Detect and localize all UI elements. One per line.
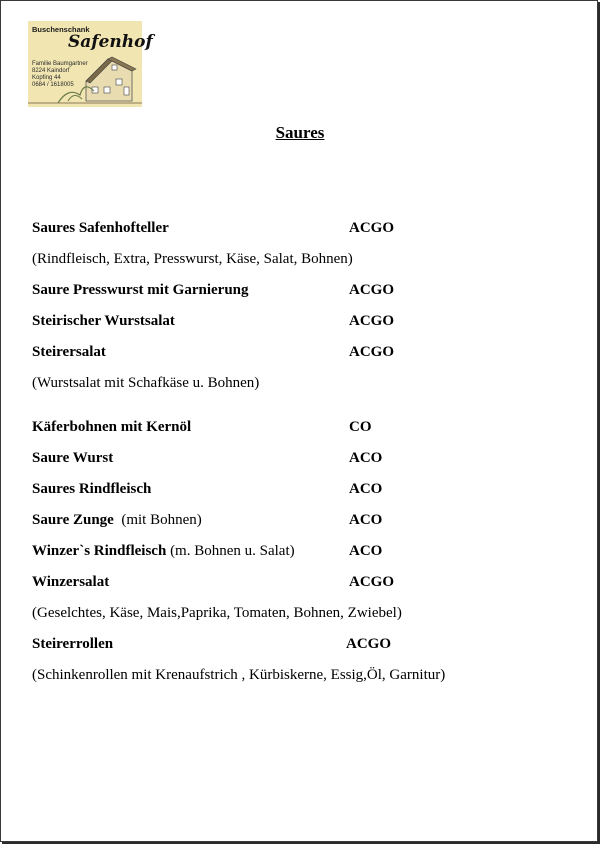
buschenschank-logo [28,21,153,107]
menu-item-extra: (mit Bohnen) [113,512,202,528]
allergen-code: ACGO [349,574,394,590]
menu-item-name: Käferbohnen mit Kernöl [32,419,192,435]
menu-item-name: Saures Rindfleisch [32,481,152,497]
menu-item-name: Winzer`s Rindfleisch [32,543,167,559]
menu-item-description: (Rindfleisch, Extra, Presswurst, Käse, Salat, Bohnen) [32,251,353,267]
menu-item-name: Steirersalat [32,344,106,360]
menu-item-description: (Wurstsalat mit Schafkäse u. Bohnen) [32,375,260,391]
menu-item [32,344,106,361]
menu-item [32,574,109,591]
allergen-code: ACO [349,481,383,497]
allergen-code: ACGO [349,282,394,298]
menu-item [32,636,113,653]
menu-item-name: Saure Wurst [32,450,114,466]
menu-item [32,512,202,529]
logo-address-line: Kopfing 44 [32,75,61,81]
menu-item [32,481,151,498]
menu-item-name: Steirischer Wurstsalat [32,313,175,329]
page-title: Saures [275,123,325,142]
menu-item [32,543,295,560]
allergen-code: ACGO [349,344,394,360]
allergen-code: ACO [349,543,383,559]
logo-brand-text: Buschenschank [32,25,90,34]
menu-item-description: (Geselchtes, Käse, Mais,Paprika, Tomaten, Bohnen, Zwiebel) [32,605,402,621]
allergen-code: ACO [349,512,383,528]
menu-item-extra: (m. Bohnen u. Salat) [166,543,295,559]
logo-address-line: 8224 Kaindorf [32,68,70,74]
menu-item-description: (Schinkenrollen mit Krenaufstrich , Kürbiskerne, Essig,Öl, Garnitur) [32,667,446,683]
menu-item [32,220,169,237]
menu-item [32,450,113,467]
allergen-code: ACGO [346,636,391,652]
menu-item [32,313,175,330]
allergen-code: CO [349,419,372,435]
logo-name-text: Safenhof [68,32,153,52]
logo-address-line: Familie Baumgartner [32,61,88,67]
menu-item-name: Steirerrollen [32,636,114,652]
menu-item-name: Winzersalat [32,574,110,590]
menu-item [32,419,191,436]
allergen-code: ACO [349,450,383,466]
menu-item-name: Saures Safenhofteller [32,220,169,236]
logo-address-line: 0684 / 1618005 [32,82,74,88]
menu-item-name: Saure Presswurst mit Garnierung [32,282,249,298]
menu-item-name: Saure Zunge [32,512,114,528]
allergen-code: ACGO [349,220,394,236]
menu-item [32,282,249,299]
allergen-code: ACGO [349,313,394,329]
